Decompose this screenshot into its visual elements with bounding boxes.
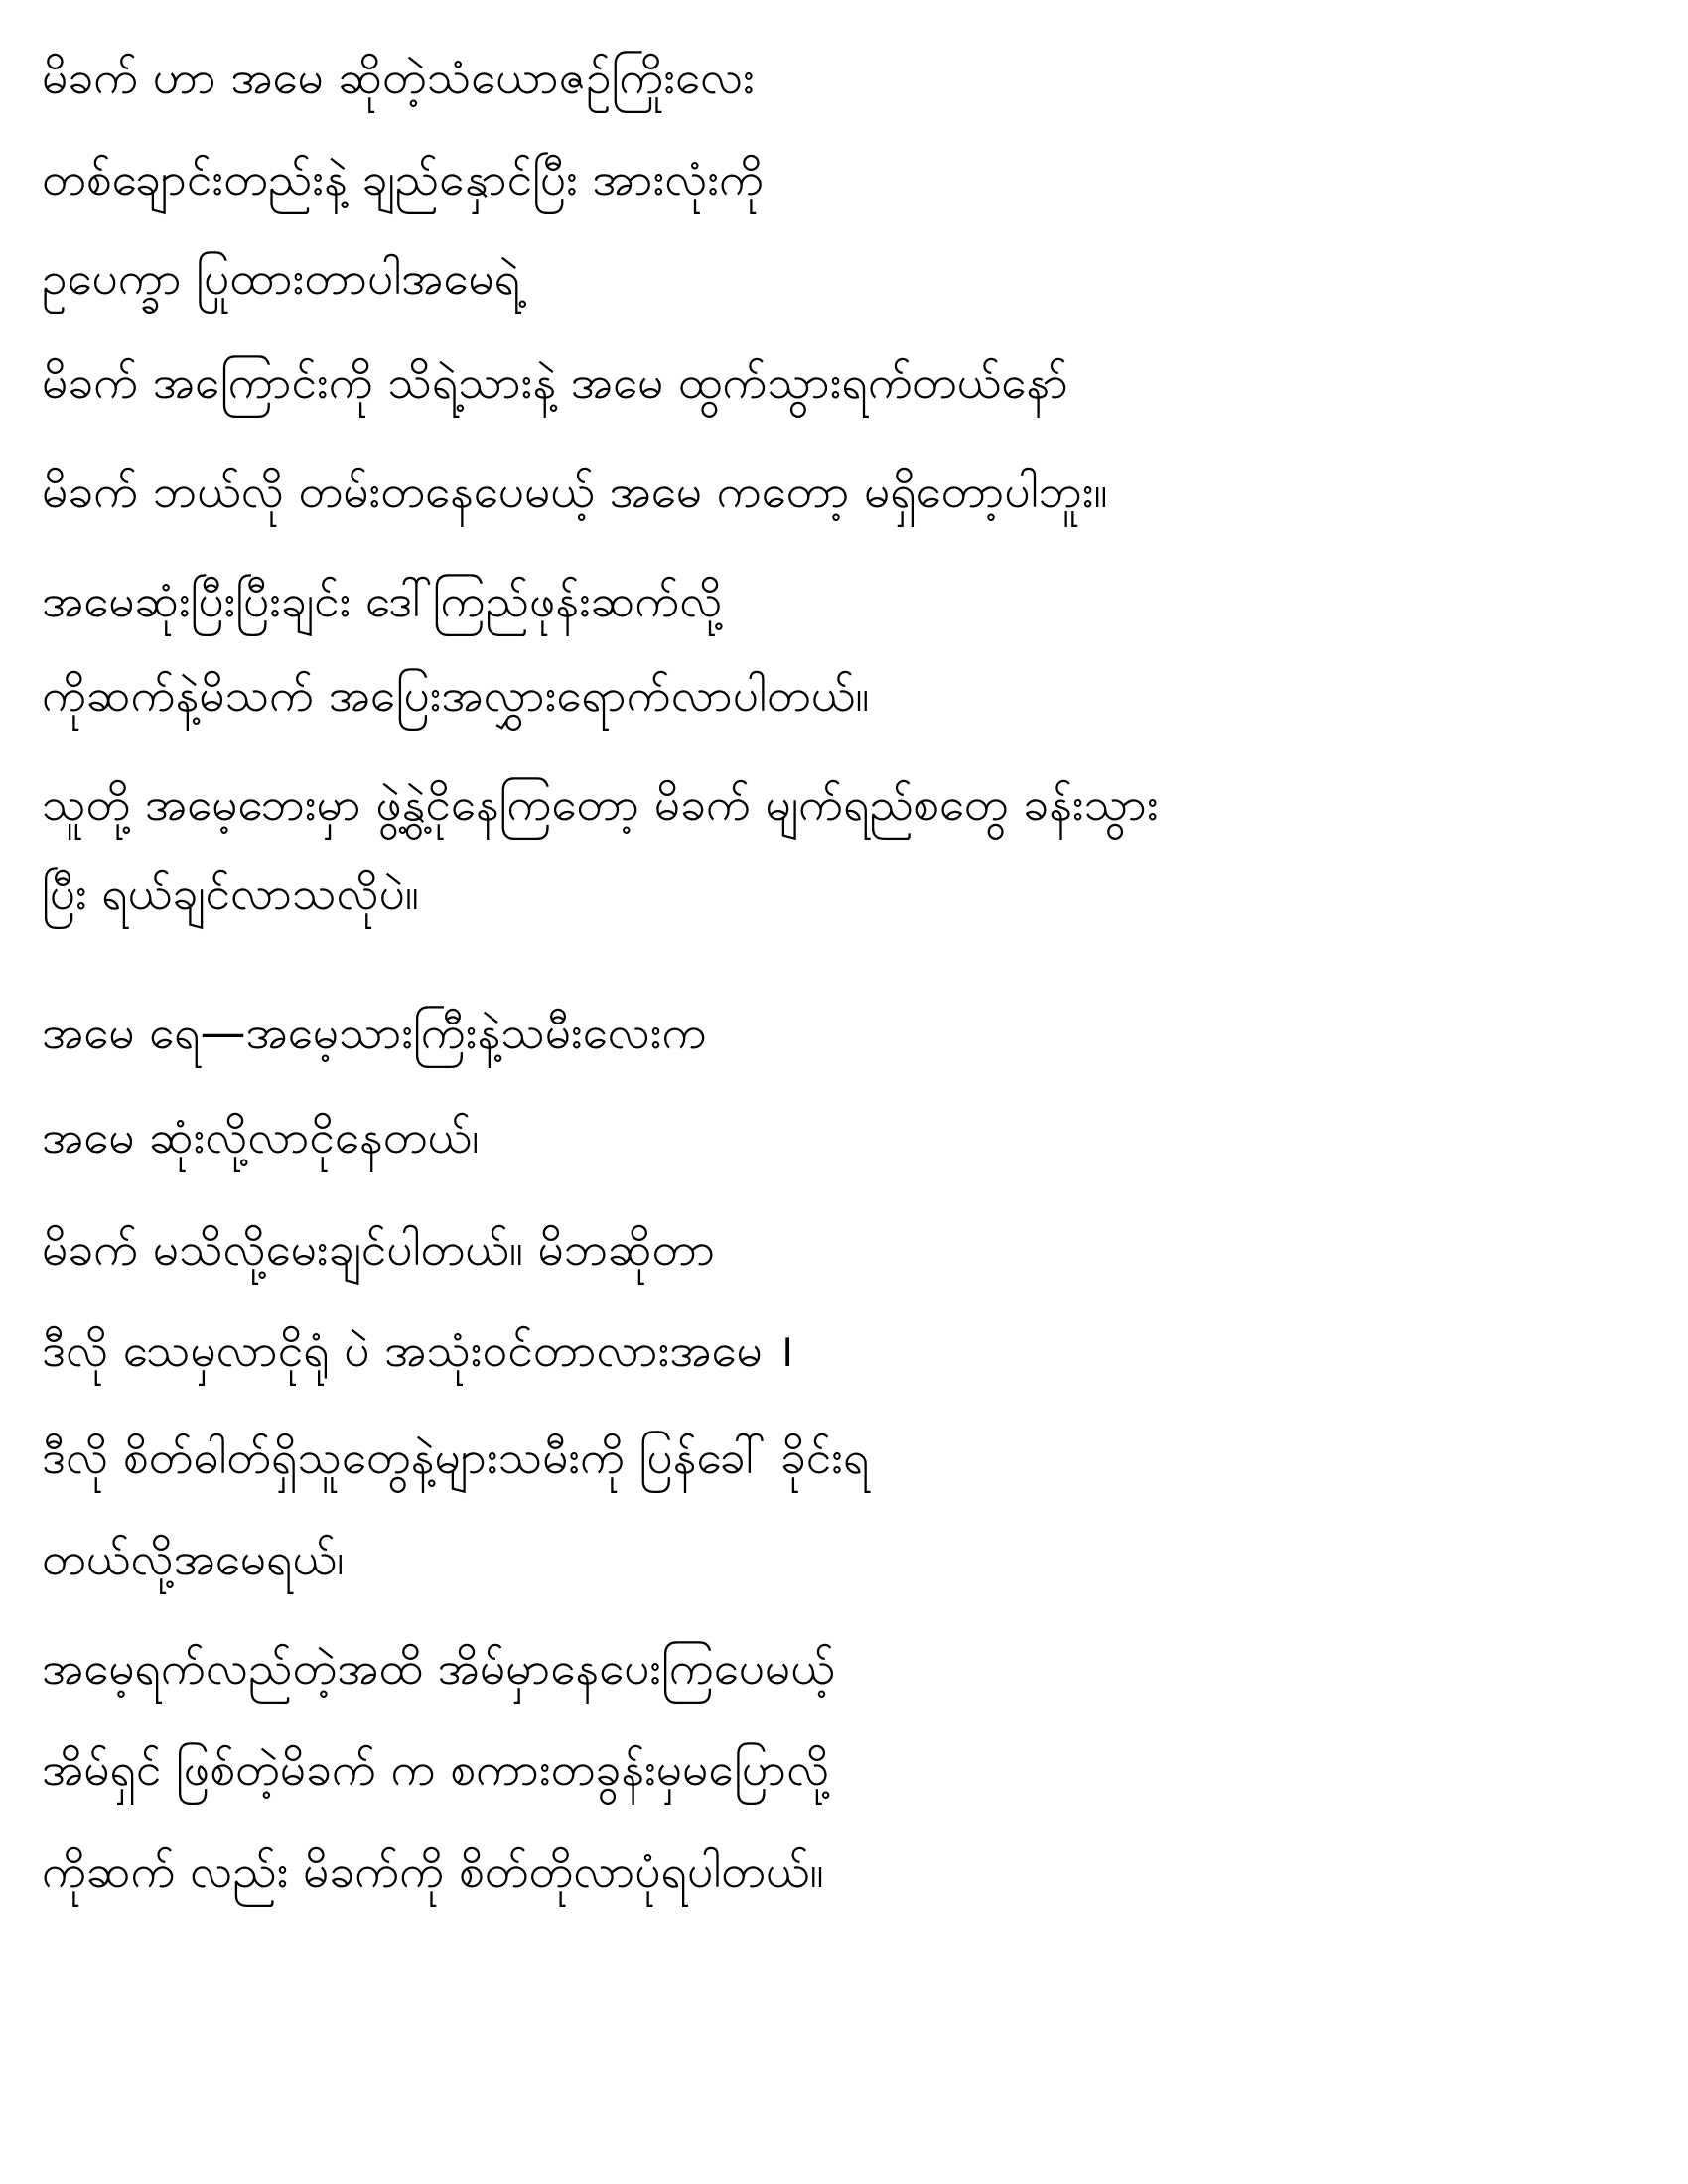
text-line-6: အမေဆုံးပြီးပြီးချင်း ဒေါ်ကြည်ဖုန်းဆက်လို့: [42, 574, 723, 627]
text-line-5: မိခက် ဘယ်လို တမ်းတနေပေမယ့် အမေ ကတော့ မရှိတော့ပါဘူး။: [42, 465, 1108, 518]
text-line-17: အိမ်ရှင် ဖြစ်တဲ့မိခက် က စကားတခွန်းမှမပြောလို့: [42, 1742, 830, 1796]
text-line-14: ဒီလို စိတ်ဓါတ်ရှိသူတွေနဲ့များသမီးကို ပြန်ခေါ် ခိုင်းရ: [42, 1431, 870, 1484]
text-line-12: မိခက် မသိလို့မေးချင်ပါတယ်။ မိဘဆိုတာ: [42, 1222, 716, 1276]
text-line-3: ဥပေက္ခာ ပြုထားတာပါအမေရဲ့: [42, 251, 521, 305]
text-line-8: သူတို့ အမေ့ဘေးမှာ ဖွဲ့နွဲ့ငိုနေကြတော့ မိခက် မျက်ရည်စတွေ ခန်းသွား: [42, 777, 1159, 831]
text-line-7: ကိုဆက်နဲ့မိသက် အပြေးအလွှားရောက်လာပါတယ်။: [42, 668, 870, 722]
text-line-11: အမေ ဆုံးလို့လာငိုနေတယ်၊: [42, 1110, 480, 1163]
text-line-10: အမေ ရေ—အမေ့သားကြီးနဲ့သမီးလေးက: [42, 1006, 707, 1059]
text-line-16: အမေ့ရက်လည်တဲ့အထိ အိမ်မှာနေပေးကြပေမယ့်: [42, 1641, 835, 1695]
text-line-1: မိခက် ဟာ အမေ ဆိုတဲ့သံယောဇဉ်ကြိုးလေး: [42, 51, 755, 104]
text-line-4: မိခက် အကြောင်းကို သိရဲ့သားနဲ့ အမေ ထွက်သွားရက်တယ်နော်: [42, 355, 1068, 409]
text-line-13: ဒီလို သေမှလာငိုရုံ ပဲ အသုံးဝင်တာလားအမေ ।: [42, 1323, 794, 1377]
text-line-2: တစ်ချောင်းတည်းနဲ့ ချည်နှောင်ပြီး အားလုံးကို: [42, 152, 765, 205]
text-line-15: တယ်လို့အမေရယ်၊: [42, 1532, 345, 1585]
text-line-18: ကိုဆက် လည်း မိခက်ကို စိတ်တိုလာပုံရပါတယ်။: [42, 1844, 824, 1898]
text-line-9: ပြီး ရယ်ချင်လာသလိုပဲ။: [42, 867, 419, 920]
